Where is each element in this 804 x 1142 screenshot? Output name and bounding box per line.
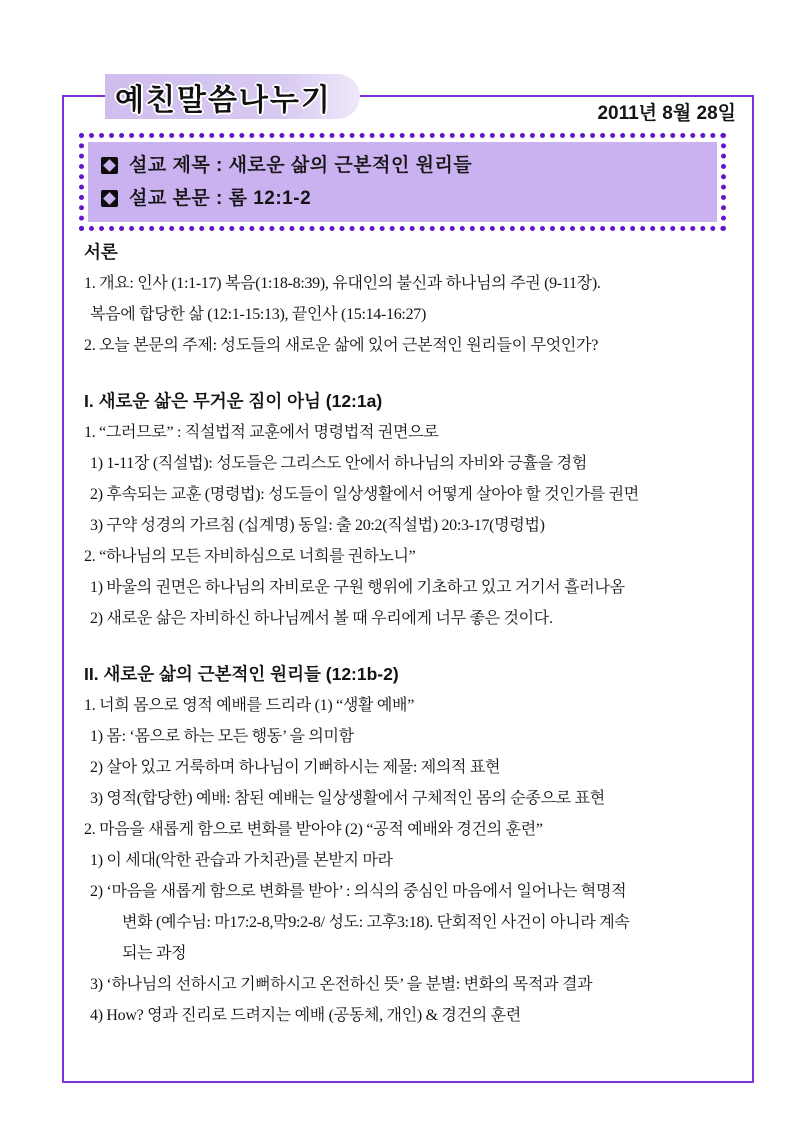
outline-line: 1. “그러므로” : 직설법적 교훈에서 명령법적 권면으로 <box>84 424 439 441</box>
issue-date: 2011년 8월 28일 <box>593 98 740 125</box>
sermon-passage-row <box>101 182 704 215</box>
outline-line: 1) 이 세대(악한 관습과 가치관)를 본받지 마라 <box>90 852 393 869</box>
outline-line: 2. “하나님의 모든 자비하심으로 너희를 권하노니” <box>84 548 416 565</box>
diamond-bullet-icon <box>101 157 118 174</box>
outline-line: 1) 바울의 권면은 하나님의 자비로운 구원 행위에 기초하고 있고 거기서 흘러나옴 <box>90 579 625 596</box>
outline-line: 1. 개요: 인사 (1:1-17) 복음(1:18-8:39), 유대인의 불신과 하나님의 주권 (9-11장). <box>84 275 601 292</box>
outline-line: 1. 너희 몸으로 영적 예배를 드리라 (1) “생활 예배” <box>84 697 415 714</box>
sermon-title-fill <box>88 142 717 222</box>
outline-line: 되는 과정 <box>122 945 187 962</box>
outline-line: 4) How? 영과 진리로 드려지는 예배 (공동체, 개인) & 경건의 훈련 <box>90 1007 521 1024</box>
outline-line: 3) 구약 성경의 가르침 (십계명) 동일: 출 20:2(직설법) 20:3-17(명령법) <box>90 517 545 534</box>
outline-line: 2) 후속되는 교훈 (명령법): 성도들이 일상생활에서 어떻게 살아야 할 것인가를 권면 <box>90 486 639 503</box>
logo-title: 예친말씀나누기 <box>115 83 332 117</box>
outline-line: 3) ‘하나님의 선하시고 기뻐하시고 온전하신 뜻’ 을 분별: 변화의 목적과 결과 <box>90 976 593 993</box>
diamond-bullet-icon <box>101 190 118 207</box>
section-heading: I. 새로운 삶은 무거운 짐이 아님 (12:1a) <box>84 391 383 411</box>
outline-line: 2. 오늘 본문의 주제: 성도들의 새로운 삶에 있어 근본적인 원리들이 무엇인가? <box>84 337 599 354</box>
outline-line: 3) 영적(합당한) 예배: 참된 예배는 일상생활에서 구체적인 몸의 순종으로 표현 <box>90 790 605 807</box>
outline-line: 2) 살아 있고 거룩하며 하나님이 기뻐하시는 제물: 제의적 표현 <box>90 759 501 776</box>
outline-section <box>84 658 748 1031</box>
outline-line: 1) 1-11장 (직설법): 성도들은 그리스도 안에서 하나님의 자비와 긍휼을 경험 <box>90 455 587 472</box>
sermon-title-box <box>79 133 726 231</box>
outline-line: 2) 새로운 삶은 자비하신 하나님께서 볼 때 우리에게 너무 좋은 것이다. <box>90 610 553 627</box>
outline-line: 변화 (예수님: 마17:2-8,막9:2-8/ 성도: 고후3:18). 단회적인 사건이 아니라 계속 <box>122 914 630 931</box>
section-heading: 서론 <box>84 242 118 262</box>
sermon-title-text: 설교 제목 : 새로운 삶의 근본적인 원리들 <box>129 155 473 176</box>
outline-line: 1) 몸: ‘몸으로 하는 모든 행동’ 을 의미함 <box>90 728 354 745</box>
outline-line: 복음에 합당한 삶 (12:1-15:13), 끝인사 (15:14-16:27) <box>90 306 427 323</box>
sermon-passage-text: 설교 본문 : 롬 12:1-2 <box>129 188 312 209</box>
outline-section <box>84 385 748 634</box>
sermon-title-row <box>101 149 704 182</box>
sermon-outline <box>84 236 748 1031</box>
outline-line: 2. 마음을 새롭게 함으로 변화를 받아야 (2) “공적 예배와 경건의 훈련” <box>84 821 543 838</box>
outline-line: 2) ‘마음을 새롭게 함으로 변화를 받아’ : 의식의 중심인 마음에서 일어나는 혁명적 <box>90 883 627 900</box>
outline-section <box>84 236 748 361</box>
logo-photo-decoration-icon <box>48 68 105 118</box>
newsletter-logo <box>48 68 360 119</box>
logo-pill <box>105 74 360 119</box>
section-heading: II. 새로운 삶의 근본적인 원리들 (12:1b-2) <box>84 664 399 684</box>
